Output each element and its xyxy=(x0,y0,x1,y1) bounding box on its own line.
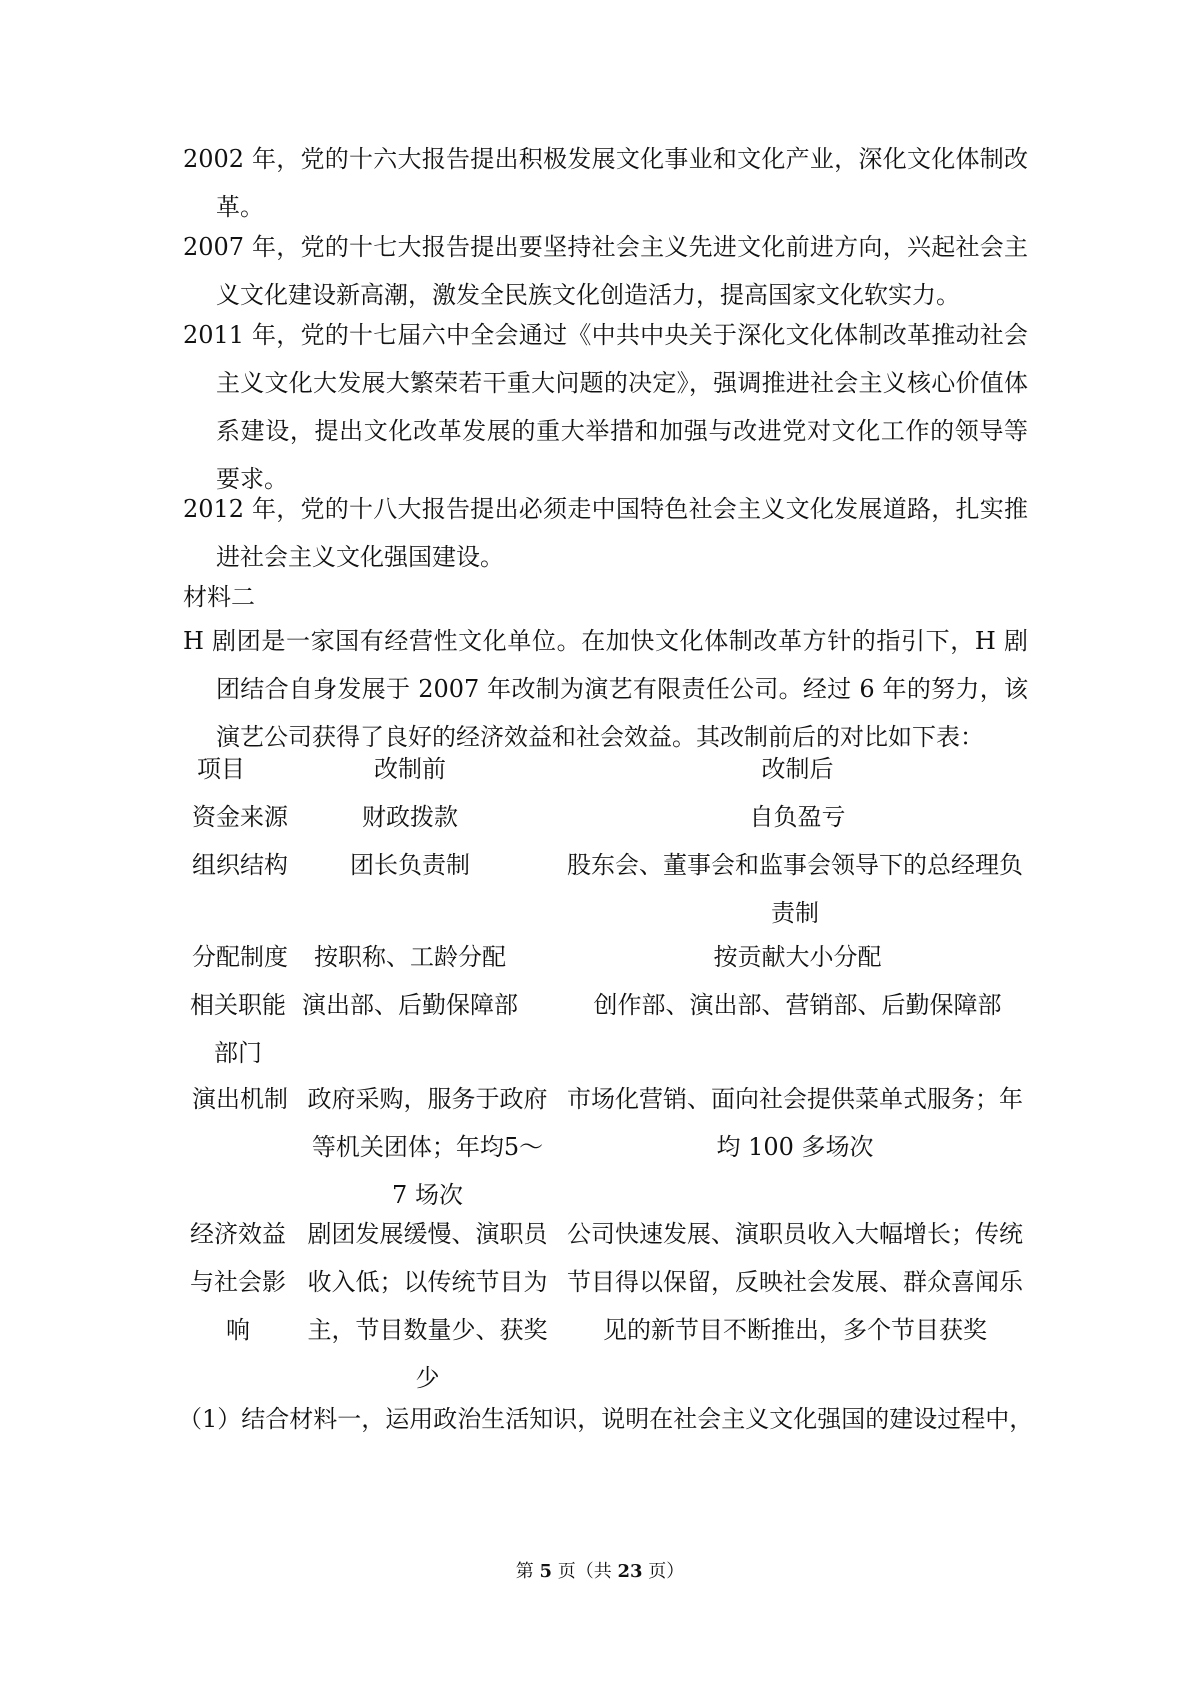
table-cell: 组织结构 xyxy=(192,851,288,879)
page-footer xyxy=(0,1560,1200,1584)
footer-prefix: 第 xyxy=(515,1561,540,1582)
table-cell: 按职称、工龄分配 xyxy=(314,943,506,971)
table-cell: 政府采购，服务于政府等机关团体；年均5～7 场次 xyxy=(307,1085,548,1209)
question-1: （1）结合材料一，运用政治生活知识，说明在社会主义文化强国的建设过程中， xyxy=(178,1405,1034,1433)
table-cell: 相关职能部门 xyxy=(190,991,286,1067)
table-cell: 团长负责制 xyxy=(350,851,470,879)
paragraph-2002: 2002 年，党的十六大报告提出积极发展文化事业和文化产业，深化文化体制改革。 xyxy=(183,145,1028,221)
table-cell: 自负盈亏 xyxy=(749,803,846,831)
table-cell: 创作部、演出部、营销部、后勤保障部 xyxy=(593,991,1002,1019)
table-cell: 演出机制 xyxy=(192,1085,288,1113)
table-cell: 公司快速发展、演职员收入大幅增长；传统节目得以保留，反映社会发展、群众喜闻乐见的新节目不断推出，多个节目获奖 xyxy=(567,1220,1023,1344)
table-cell: 经济效益与社会影响 xyxy=(190,1220,286,1344)
table-cell: 财政拨款 xyxy=(362,803,458,831)
table-header-item: 项目 xyxy=(197,755,245,783)
paragraph-2011: 2011 年，党的十七届六中全会通过《中共中央关于深化文化体制改革推动社会主义文化大发展大繁荣若干重大问题的决定》，强调推进社会主义核心价值体系建设，提出文化改革发展的重大举措和加强与改进党对文化工作的领导等要求。 xyxy=(183,321,1028,493)
table-cell: 演出部、后勤保障部 xyxy=(302,991,518,1019)
table-header-before: 改制前 xyxy=(374,755,446,783)
table-cell: 分配制度 xyxy=(192,943,288,971)
table-cell: 资金来源 xyxy=(192,803,288,831)
paragraph-2007: 2007 年，党的十七大报告提出要坚持社会主义先进文化前进方向，兴起社会主义文化建设新高潮，激发全民族文化创造活力，提高国家文化软实力。 xyxy=(183,233,1028,309)
material-two-title: 材料二 xyxy=(183,583,255,611)
paragraph-2012: 2012 年，党的十八大报告提出必须走中国特色社会主义文化发展道路，扎实推进社会主义文化强国建设。 xyxy=(183,495,1028,571)
footer-total-pages: 23 xyxy=(617,1561,643,1582)
table-header-after: 改制后 xyxy=(761,755,834,783)
table-cell: 按贡献大小分配 xyxy=(713,943,882,971)
footer-suffix: 页） xyxy=(642,1561,685,1582)
material-two-text: H 剧团是一家国有经营性文化单位。在加快文化体制改革方针的指引下，H 剧团结合自身发展于 2007 年改制为演艺有限责任公司。经过 6 年的努力，该演艺公司获得了良好的经济效益和社会效益。其改制前后的对比如下表： xyxy=(183,627,1028,751)
table-cell: 股东会、董事会和监事会领导下的总经理负责制 xyxy=(567,851,1023,927)
table-cell: 剧团发展缓慢、演职员收入低；以传统节目为主，节目数量少、获奖少 xyxy=(307,1220,548,1392)
table-cell: 市场化营销、面向社会提供菜单式服务；年均 100 多场次 xyxy=(567,1085,1023,1161)
footer-middle: 页（共 xyxy=(552,1561,618,1582)
footer-page-number: 5 xyxy=(539,1561,552,1582)
